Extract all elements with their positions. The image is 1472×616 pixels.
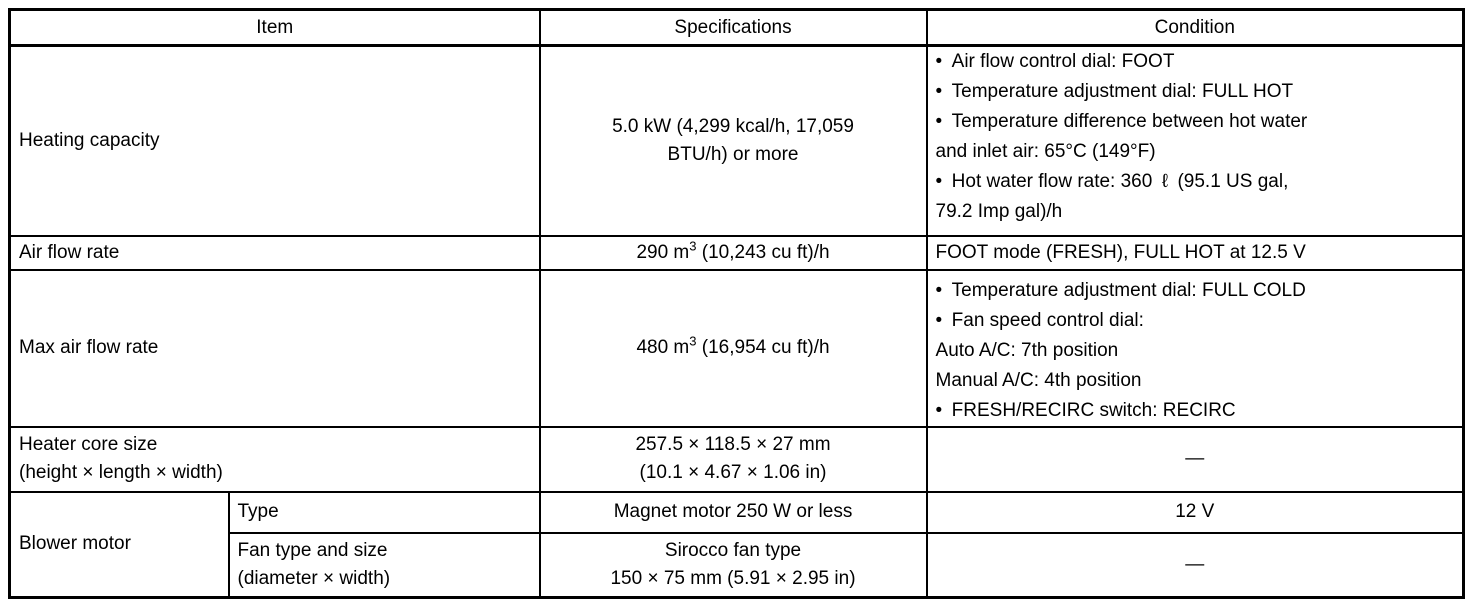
condition-line: • Temperature adjustment dial: FULL HOT [935, 81, 1294, 102]
air-flow-rate-spec-value: 290 $m^3$ (10,243 cu ft)/h [636, 238, 830, 263]
condition-line: Auto A/C: 7th position [935, 339, 1119, 361]
blower-motor-type-label: Type [229, 492, 540, 533]
blower-motor-fan-label-line1: Fan type and size [237, 539, 388, 561]
max-air-flow-rate-spec [540, 270, 927, 427]
superscript-3: 3 [689, 238, 697, 254]
condition-line: • FRESH/RECIRC switch: RECIRC [935, 399, 1236, 421]
condition-line: • Hot water flow rate: 360 ℓ (95.1 US gal, [935, 171, 1289, 192]
heater-core-size-spec [540, 427, 927, 492]
air-flow-rate-spec [540, 236, 927, 270]
heater-core-size-item-line2: (height × length × width) [19, 462, 223, 483]
blower-motor-fan-spec [540, 533, 927, 598]
condition-line: • Temperature difference between hot water [935, 111, 1308, 132]
blower-motor-fan-label [229, 533, 540, 598]
condition-line: • Temperature adjustment dial: FULL COLD [935, 279, 1306, 301]
row-heater-core-size [10, 427, 1464, 492]
heating-capacity-spec [540, 46, 927, 236]
column-header-item: Item [10, 10, 540, 46]
heating-capacity-spec-line1: 5.0 kW (4,299 kcal/h, 17,059 [612, 115, 854, 137]
heater-core-size-spec-line1: 257.5 × 118.5 × 27 mm [635, 434, 831, 455]
heating-capacity-spec-line2: BTU/h) or more [667, 143, 799, 165]
condition-line: Manual A/C: 4th position [935, 369, 1142, 391]
superscript-3: 3 [689, 333, 697, 349]
condition-line: • Air flow control dial: FOOT [935, 51, 1175, 72]
blower-motor-fan-label-line2: (diameter × width) [237, 567, 391, 589]
row-max-air-flow-rate [10, 270, 1464, 427]
specifications-table [8, 8, 1465, 599]
column-header-condition: Condition [927, 10, 1464, 46]
blower-motor-type-spec: Magnet motor 250 W or less [540, 492, 927, 533]
heater-core-size-item-line1: Heater core size [19, 434, 158, 455]
max-air-flow-rate-spec-value: 480 $m^3$ (16,954 cu ft)/h [636, 333, 830, 358]
max-air-flow-rate-condition [927, 270, 1464, 427]
column-header-specifications: Specifications [540, 10, 927, 46]
heater-core-size-item [10, 427, 540, 492]
max-air-flow-rate-item: Max air flow rate [10, 270, 540, 427]
condition-line: and inlet air: 65°C (149°F) [935, 141, 1156, 162]
blower-motor-fan-spec-line1: Sirocco fan type [664, 539, 802, 561]
heater-core-size-spec-line2: (10.1 × 4.67 × 1.06 in) [639, 462, 827, 483]
blower-motor-fan-condition: — [927, 533, 1464, 598]
row-blower-motor-fan [10, 533, 1464, 598]
heating-capacity-item: Heating capacity [10, 46, 540, 236]
heating-capacity-condition [927, 46, 1464, 236]
row-blower-motor-type [10, 492, 1464, 533]
condition-line: • Fan speed control dial: [935, 309, 1144, 331]
row-air-flow-rate [10, 236, 1464, 270]
blower-motor-fan-spec-line2: 150 × 75 mm (5.91 × 2.95 in) [610, 567, 856, 589]
blower-motor-type-condition: 12 V [927, 492, 1464, 533]
air-flow-rate-item: Air flow rate [10, 236, 540, 270]
heater-core-size-condition: — [927, 427, 1464, 492]
header-row [10, 10, 1464, 46]
condition-line: 79.2 Imp gal)/h [935, 201, 1063, 222]
blower-motor-item: Blower motor [10, 492, 229, 598]
row-heating-capacity [10, 46, 1464, 236]
air-flow-rate-condition: FOOT mode (FRESH), FULL HOT at 12.5 V [927, 236, 1464, 270]
